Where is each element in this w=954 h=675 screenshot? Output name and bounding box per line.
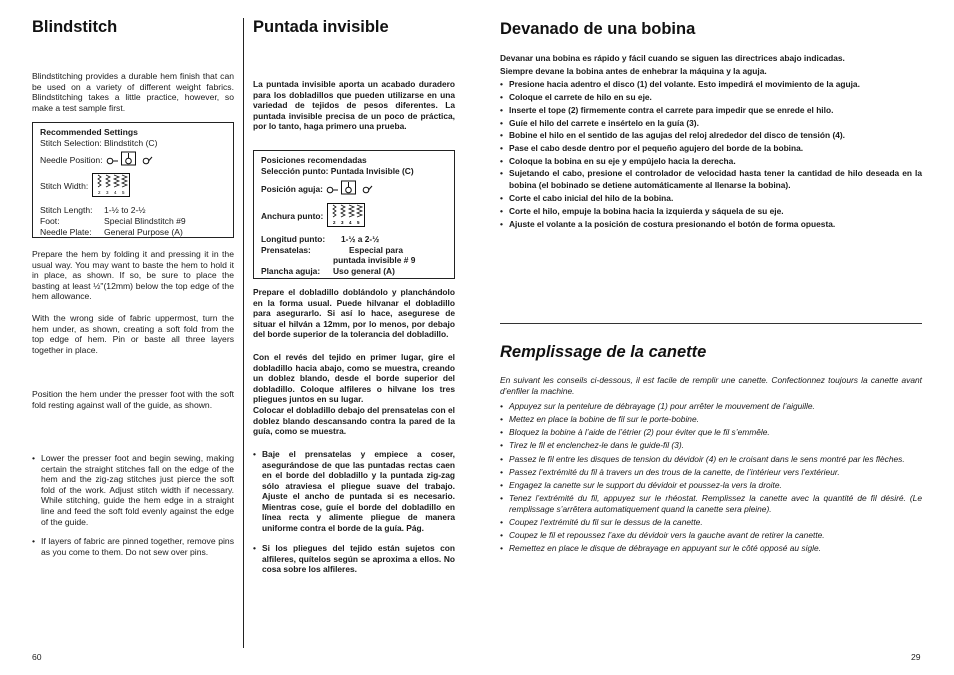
- foot-label-en: Foot:: [40, 215, 60, 226]
- bobbin-es-step-9: • Corte el cabo inicial del hilo de la bobina.: [500, 192, 922, 205]
- bobbin-es-step-4: • Guíe el hilo del carrete e insértelo en la guía (3).: [500, 117, 922, 130]
- stitch-length-label-en: Stitch Length:: [40, 205, 93, 216]
- bobbin-es-step-3: • Inserte el tope (2) firmemente contra el carrete para impedir que se enrede el hilo.: [500, 104, 922, 117]
- bobbin-es-step-2: • Coloque el carrete de hilo en su eje.: [500, 91, 922, 104]
- needle-plate-value-es: Uso general (A): [333, 265, 395, 276]
- bobbin-es-step-11: • Ajuste el volante a la posición de costura presionando el botón de forma opuesta.: [500, 218, 922, 231]
- para1-en: Prepare the hem by folding it and pressing it in the usual way. You may want to baste the hem to hold it in place, as shown. If so, be sure to place the basting at least ½"(12mm) below the top edge of the hem allowance.: [32, 249, 234, 302]
- stitch-length-value-es: 1-½ a 2-½: [341, 234, 380, 244]
- stitch-width-row-es: [261, 203, 448, 230]
- width-scale-2-es: 2: [333, 219, 336, 225]
- bobbin-es-step-6: • Pase el cabo desde dentro por el pequeño agujero del borde de la bobina.: [500, 142, 922, 155]
- settings-heading-en: Recommended Settings: [40, 127, 138, 137]
- bobbin-fr-step-11: • Remettez en place le disque de débrayage en appuyant sur le côté opposé au sigle.: [500, 543, 922, 554]
- page-number-right: 29: [911, 652, 921, 662]
- needle-position-icon: [106, 151, 156, 170]
- bobbin-intro1-es: Devanar una bobina es rápido y fácil cuando se siguen las directrices abajo indicadas.: [500, 53, 845, 63]
- bobbin-fr-step-8: • Tenez l’extrémité du fil, appuyez sur le rhéostat. Remplissez la canette avec la quantité de fil désiré. (Le remplissage s’arrêtera automatiquement quand la canette sera pleine).: [500, 493, 922, 515]
- bobbin-fr-step-7: • Engagez la canette sur le support du dévidoir et poussez-la vers la droite.: [500, 480, 922, 491]
- intro-es: La puntada invisible aporta un acabado duradero para los dobladillos que pueden utilizarse en una variedad de tejidos de pesos diferentes. La puntada invisible precisa de un poco de práctica, por lo tanto, haga primero una prueba.: [253, 79, 455, 131]
- title-puntada-invisible: Puntada invisible: [253, 18, 389, 36]
- width-scale-3-en: 3: [106, 189, 109, 195]
- page-number-left: 60: [32, 652, 42, 662]
- column-divider-vertical: [243, 18, 244, 648]
- bobbin-fr-step-9: • Coupez l’extrémité du fil sur le dessus de la canette.: [500, 517, 922, 528]
- para1-es: Prepare el dobladillo doblándolo y planchándolo en la forma usual. Puede hilvanar el dobladillo para asegurarlo. Si así lo hace, asegurese de situar el hilván a 12mm, por lo menos, por debajo del borde superior de la tolerancia del dobladillo.: [253, 287, 455, 339]
- stitch-length-value-en: 1-½ to 2-½: [104, 205, 146, 216]
- para2-es: Con el revés del tejido en primer lugar, gire el dobladillo hacia abajo, como se muestra, creando un doblez blando, desde el borde superior del dobladillo. Coloque alfileres o hilvane los tres pliegues juntos en su lugar.: [253, 352, 455, 404]
- stitch-width-label-en: Stitch Width:: [40, 180, 89, 191]
- title-devanado: Devanado de una bobina: [500, 20, 696, 38]
- stitch-selection-es: Selección punto: Puntada Invisible (C): [261, 165, 414, 176]
- intro-en: Blindstitching provides a durable hem finish that can be used on a variety of different weight fabrics. Blindstitching takes a little practice, however, so make a test sample first.: [32, 71, 234, 113]
- needle-position-label-es: Posición aguja:: [261, 184, 323, 194]
- bullet-en-1: • Lower the presser foot and begin sewing, making certain the straight stitches fall on the edge of the hem and the zig-zag stitches just pierce the soft fold of the work. Adjust stitch width if necessary. While stitching, guide the hem edge in a straight line and feed the soft fold evenly against the edge of the guide.: [32, 453, 234, 527]
- needle-position-row-es: [261, 180, 448, 199]
- para3-es: Colocar el dobladillo debajo del prensatelas con el doblez blando descansando contra la pared de la guía, como se muestra.: [253, 405, 455, 436]
- bobbin-fr-step-3: • Bloquez la bobine à l’aide de l’étrier (2) pour éviter que le fil s’emmêle.: [500, 427, 922, 438]
- foot-value-es-2: puntada invisible # 9: [333, 255, 416, 265]
- width-scale-4-en: 4: [114, 189, 117, 195]
- bobbin-fr-step-5: • Passez le fil entre les disques de tension du dévidoir (4) en le croisant dans le sens montré par les flèches.: [500, 454, 922, 465]
- foot-row-en: [40, 216, 227, 227]
- bullets-en: [32, 453, 234, 557]
- bobbin-bullets-es: [500, 78, 922, 231]
- para3-en: Position the hem under the presser foot with the soft fold resting against wall of the guide, as shown.: [32, 389, 234, 410]
- bullet-es-2: • Si los pliegues del tejido están sujetos con alfileres, quítelos según se aproxima a ellos. No cosa sobre los alfileres.: [253, 543, 455, 575]
- stitch-width-icon: [92, 173, 130, 200]
- stitch-length-row-en: [40, 205, 227, 216]
- title-remplissage: Remplissage de la canette: [500, 343, 707, 361]
- stitch-selection-en: Stitch Selection: Blindstitch (C): [40, 137, 158, 148]
- width-scale-5-es: 5: [357, 219, 360, 225]
- stitch-width-row-en: [40, 173, 227, 200]
- para2-en: With the wrong side of fabric uppermost, turn the hem under, as shown, creating a soft fold from the top edge of hem. Pin or baste all three layers together in place.: [32, 313, 234, 355]
- foot-row-es: [261, 245, 448, 256]
- needle-plate-label-en: Needle Plate:: [40, 226, 92, 237]
- bobbin-fr-block: [500, 375, 922, 554]
- needle-plate-row-en: [40, 227, 227, 238]
- bobbin-fr-step-6: • Passez l’extrémité du fil à travers un des trous de la canette, de l’intérieur vers l’extérieur.: [500, 467, 922, 478]
- title-blindstitch: Blindstitch: [32, 18, 118, 36]
- width-scale-5-en: 5: [122, 189, 125, 195]
- bobbin-bullets-fr: [500, 401, 922, 554]
- stitch-width-label-es: Anchura punto:: [261, 210, 324, 221]
- needle-plate-label-es: Plancha aguja:: [261, 265, 321, 276]
- bobbin-fr-step-4: • Tirez le fil et enclenchez-le dans le guide-fil (3).: [500, 440, 922, 451]
- bobbin-es-step-7: • Coloque la bobina en su eje y empújelo hacia la derecha.: [500, 155, 922, 168]
- bobbin-intro-fr: En suivant les conseils ci-dessous, il est facile de remplir une canette. Confectionnez toujours la canette avant d’enfiler la machine.: [500, 375, 922, 397]
- needle-position-label-en: Needle Position:: [40, 155, 103, 166]
- foot-value-en: Special Blindstitch #9: [104, 215, 186, 226]
- needle-position-icon-es: [326, 180, 376, 199]
- needle-plate-value-en: General Purpose (A): [104, 226, 183, 237]
- foot-value-es-1: Especial para: [349, 244, 404, 255]
- bobbin-es-step-8: • Sujetando el cabo, presione el controlador de velocidad hasta tener la cantidad de hilo deseada en la bobina (el bobinado se detiene automáticamente al llenarse la bobina).: [500, 168, 922, 192]
- stitch-length-label-es: Longitud punto:: [261, 234, 326, 244]
- settings-box-es: [253, 150, 455, 279]
- width-scale-2-en: 2: [98, 189, 101, 195]
- needle-position-row-en: [40, 151, 227, 170]
- width-scale-3-es: 3: [341, 219, 344, 225]
- section-divider-horizontal: [500, 323, 922, 324]
- bobbin-intro2-es: Siempre devane la bobina antes de enhebrar la máquina y la aguja.: [500, 65, 767, 76]
- stitch-length-row-es: [261, 234, 448, 245]
- bobbin-es-step-5: • Bobine el hilo en el sentido de las agujas del reloj alrededor del disco de tensión (4).: [500, 129, 922, 142]
- bobbin-fr-step-2: • Mettez en place la bobine de fil sur le porte-bobine.: [500, 414, 922, 425]
- settings-box-en: [32, 122, 234, 238]
- foot-label-es: Prensatelas:: [261, 244, 311, 255]
- bullet-es-1: • Baje el prensatelas y empiece a coser, asegurándose de que las puntadas rectas caen en el borde del dobladillo y la puntada zig-zag sólo atraviesa el pliegue suave del trabajo. Ajuste el ancho de puntada si es necesario. Mientras cose, guíe el borde del dobladillo en línea recta y alimente pliegue de manera uniforme contra el borde de la guía. Pág.: [253, 449, 455, 533]
- bobbin-es-step-1: • Presione hacia adentro el disco (1) del volante. Esto impedirá el movimiento de la aguja.: [500, 78, 922, 91]
- stitch-width-icon-es: [327, 203, 365, 230]
- bobbin-fr-step-10: • Coupez le fil et repoussez l’axe du dévidoir vers la gauche avant de retirer la canette.: [500, 530, 922, 541]
- settings-heading-es: Posiciones recomendadas: [261, 155, 367, 165]
- bullet-en-2: • If layers of fabric are pinned together, remove pins as you come to them. Do not sew over pins.: [32, 536, 234, 557]
- needle-plate-row-es: [261, 266, 448, 277]
- bullets-es: [253, 449, 455, 575]
- bobbin-es-block: [500, 52, 922, 230]
- width-scale-4-es: 4: [349, 219, 352, 225]
- bobbin-fr-step-1: • Appuyez sur la pentelure de débrayage (1) pour arrêter le mouvement de l’aiguille.: [500, 401, 922, 412]
- bobbin-es-step-10: • Corte el hilo, empuje la bobina hacia la izquierda y sáquela de su eje.: [500, 205, 922, 218]
